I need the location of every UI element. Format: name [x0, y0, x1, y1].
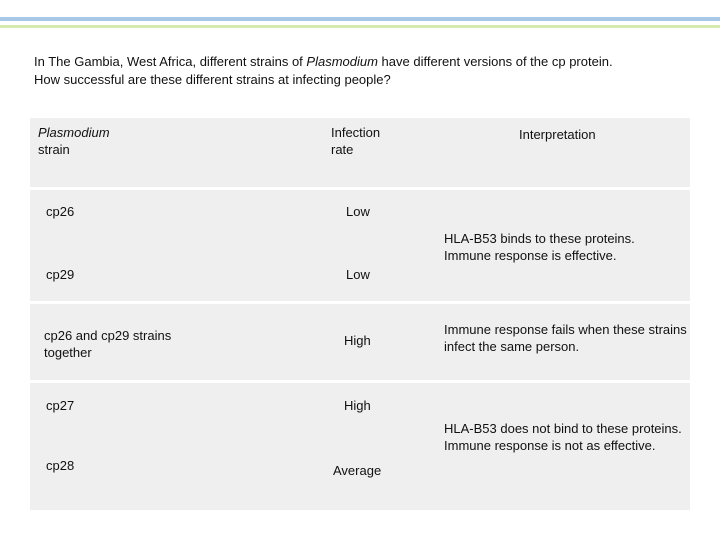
intro-text-part1: In The Gambia, West Africa, different strains of [34, 54, 307, 69]
header-stripe-green [0, 25, 720, 28]
header-rate-line2: rate [331, 142, 354, 157]
strain-cell: cp27 [46, 398, 75, 413]
strain-cell: cp28 [46, 458, 75, 473]
rate-cell: Average [333, 463, 382, 478]
rate-cell: High [344, 333, 371, 348]
header-strain-rest: strain [38, 142, 70, 157]
rate-cell: Low [346, 204, 370, 219]
interpretation-cell: HLA-B53 binds to these proteins. Immune response is effective. [444, 231, 635, 263]
header-stripe-blue [0, 17, 720, 21]
intro-question [34, 53, 634, 89]
intro-text-part2: have different versions of the cp protein. How successful are these different strains at infecting people? [34, 54, 613, 87]
interpretation-cell: Immune response fails when these strains infect the same person. [444, 322, 687, 354]
strain-cell: cp26 [46, 204, 75, 219]
interpretation-cell: HLA-B53 does not bind to these proteins. Immune response is not as effective. [444, 421, 682, 453]
header-rate-line1: Infection [331, 125, 381, 140]
strain-cell: cp26 and cp29 strains together [44, 328, 172, 360]
header-infection-rate [331, 124, 380, 158]
rate-cell: High [344, 398, 371, 413]
header-strain [38, 124, 110, 158]
strain-cell: cp29 [46, 267, 75, 282]
intro-italic-term: Plasmodium [306, 54, 378, 69]
rate-cell: Low [346, 267, 370, 282]
strain-infection-table [30, 118, 690, 510]
header-strain-italic: Plasmodium [38, 125, 110, 140]
header-interpretation: Interpretation [519, 127, 596, 142]
